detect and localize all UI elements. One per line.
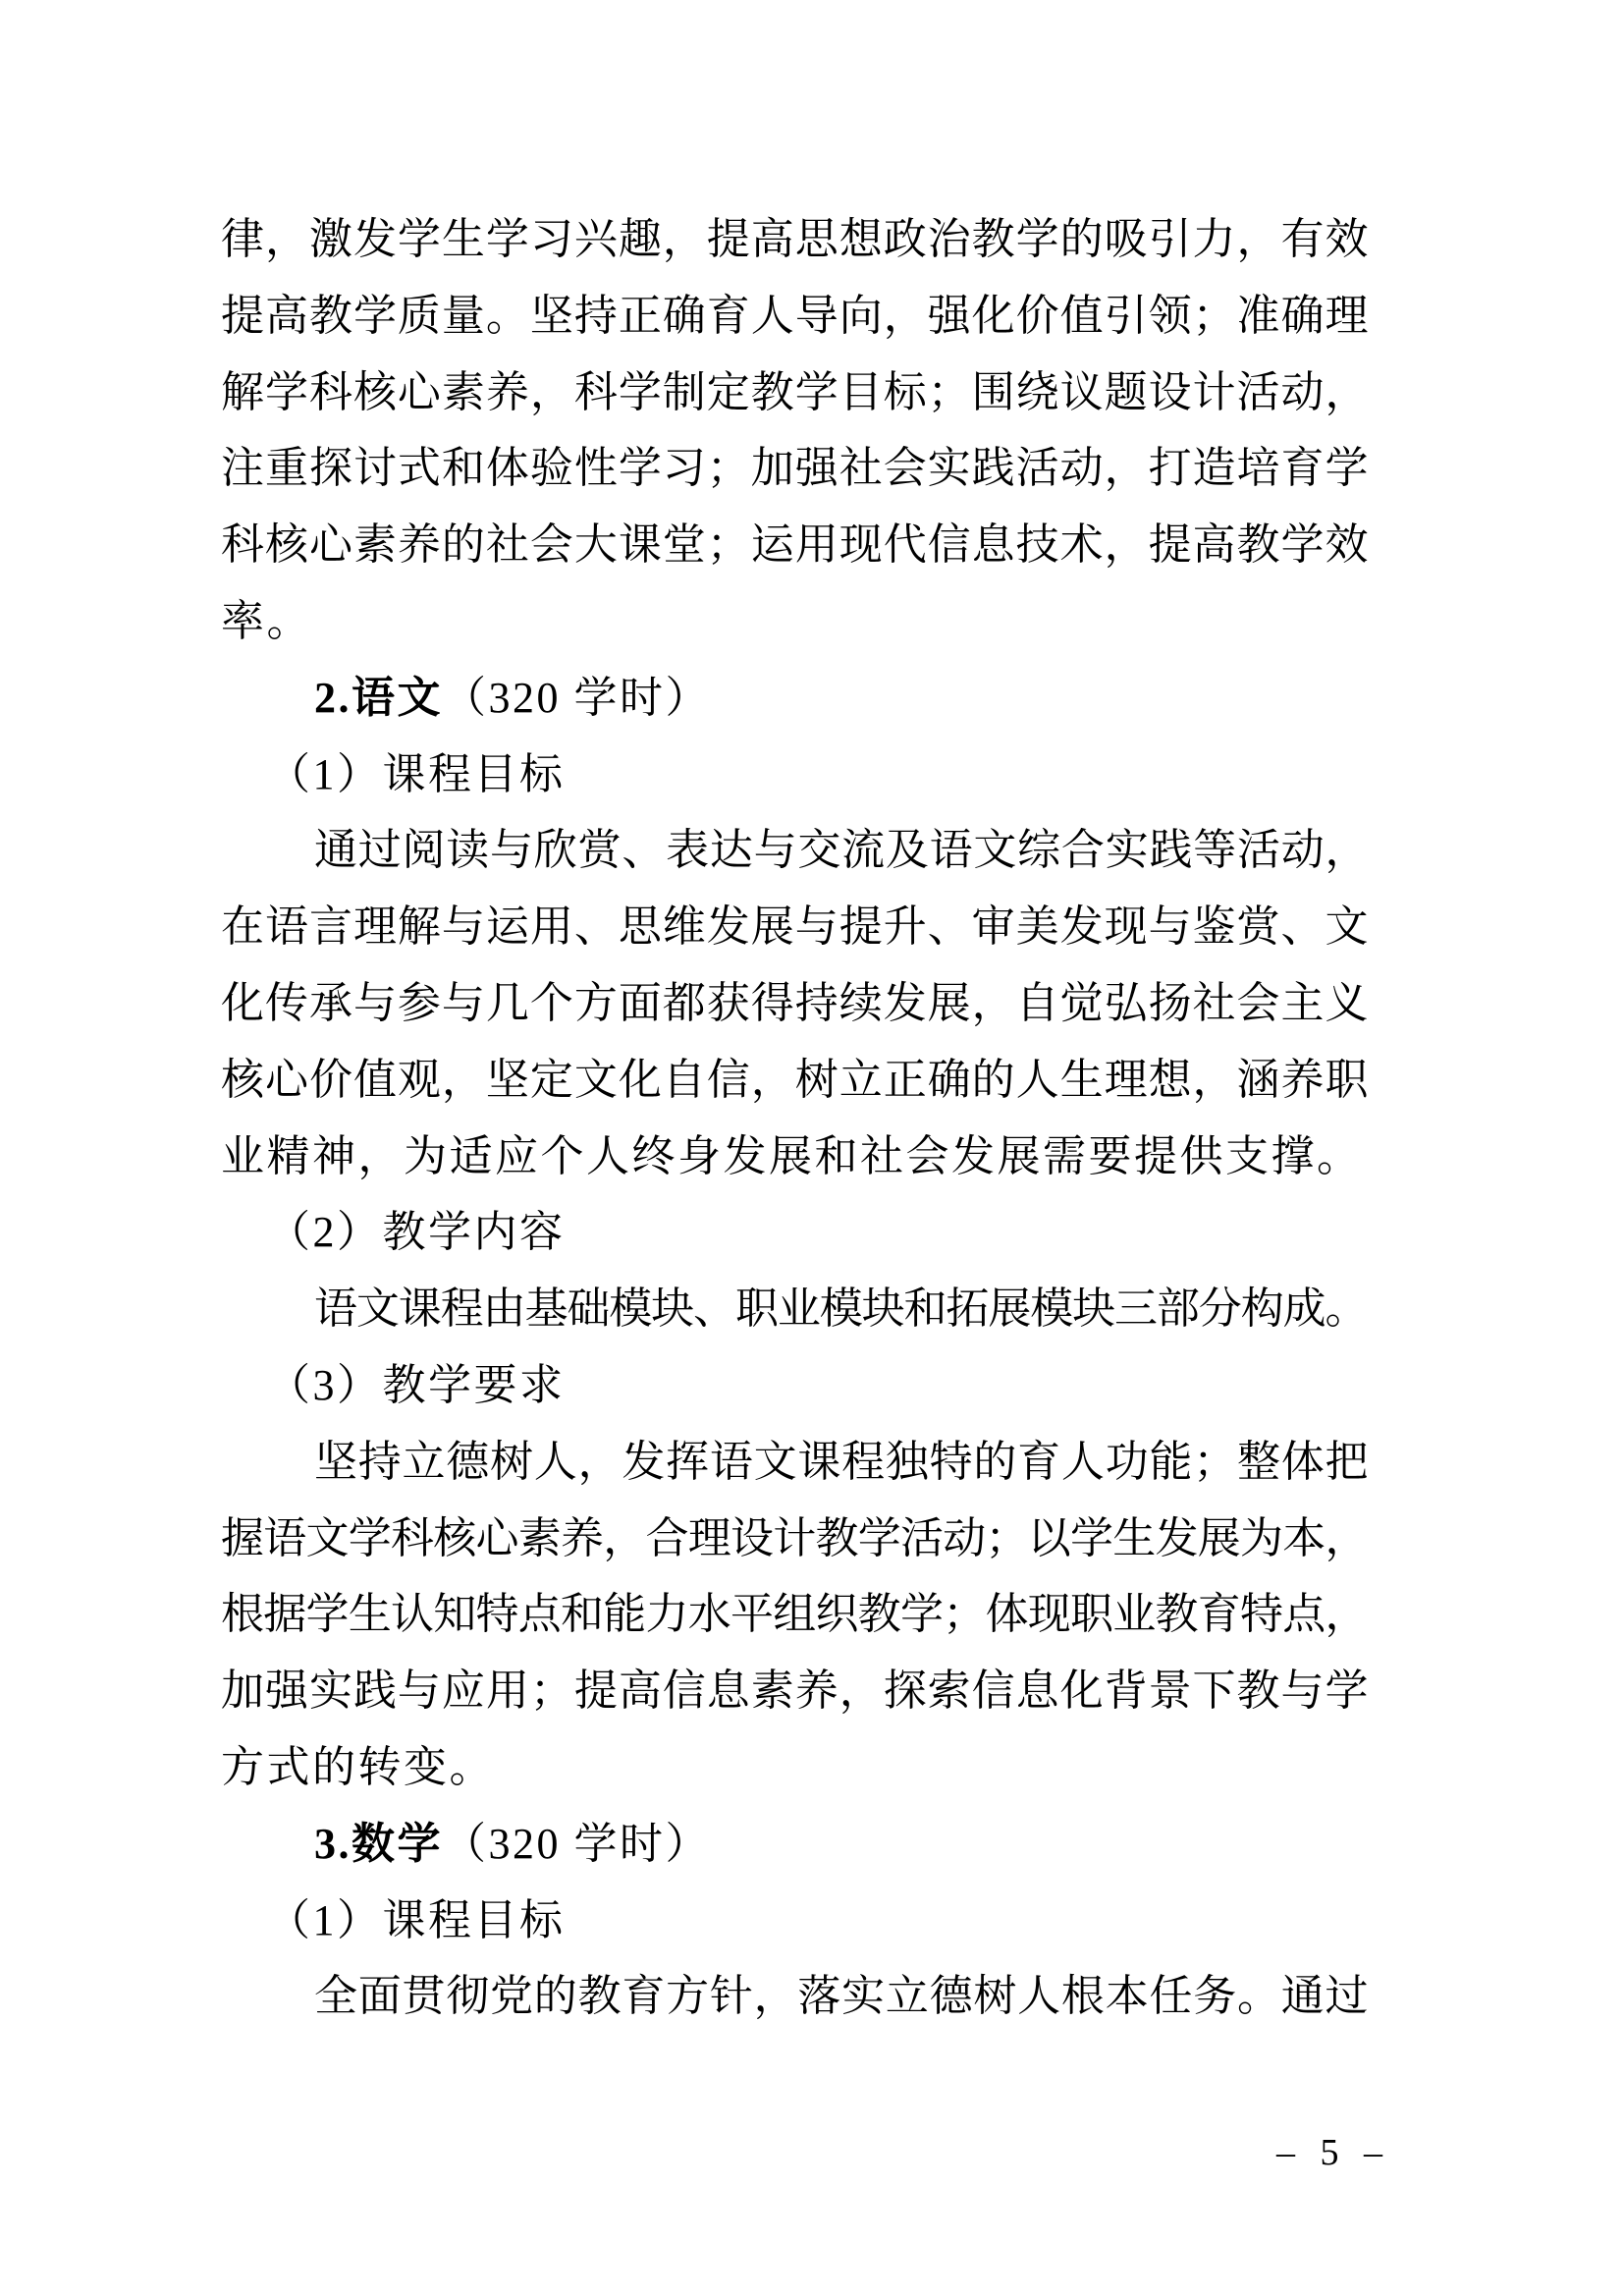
paragraph-line: 语文课程由基础模块、职业模块和拓展模块三部分构成。 <box>314 1285 1367 1334</box>
subsection-heading-course-objectives: （1）课程目标 <box>267 749 566 798</box>
paragraph-line: 在语言理解与运用、思维发展与提升、审美发现与鉴赏、文 <box>221 902 1367 952</box>
paragraph-line: 解学科核心素养，科学制定教学目标；围绕议题设计活动， <box>221 367 1367 416</box>
paragraph-line: 化传承与参与几个方面都获得持续发展，自觉弘扬社会主义 <box>221 978 1367 1027</box>
paragraph-line: 方式的转变。 <box>221 1742 495 1791</box>
paragraph-line: 律，激发学生学习兴趣，提高思想政治教学的吸引力，有效 <box>221 215 1367 263</box>
paragraph-line: 根据学生认知特点和能力水平组织教学；体现职业教育特点， <box>221 1590 1367 1639</box>
page-number: – 5 – <box>1276 2132 1390 2173</box>
section-number-title: 2.语文 <box>314 673 443 722</box>
paragraph-line: 坚持立德树人，发挥语文课程独特的育人功能；整体把 <box>314 1437 1367 1486</box>
section-hours: （320 学时） <box>443 673 711 722</box>
subsection-heading-teaching-content: （2）教学内容 <box>267 1208 566 1257</box>
paragraph-line: 全面贯彻党的教育方针，落实立德树人根本任务。通过 <box>314 1972 1367 2021</box>
subsection-heading-teaching-requirements: （3）教学要求 <box>267 1360 566 1409</box>
paragraph-line: 通过阅读与欣赏、表达与交流及语文综合实践等活动， <box>314 826 1367 875</box>
paragraph-line: 科核心素养的社会大课堂；运用现代信息技术，提高教学效 <box>221 520 1367 570</box>
section-heading-math <box>221 1806 1367 1883</box>
section-heading-chinese <box>221 660 1367 737</box>
paragraph-line: 业精神，为适应个人终身发展和社会发展需要提供支撑。 <box>221 1131 1363 1180</box>
paragraph-line: 率。 <box>221 596 312 645</box>
document-body <box>221 201 1367 2035</box>
paragraph-line: 握语文学科核心素养，合理设计教学活动；以学生发展为本， <box>221 1513 1367 1562</box>
paragraph-line: 核心价值观，坚定文化自信，树立正确的人生理想，涵养职 <box>221 1055 1367 1104</box>
paragraph-line: 注重探讨式和体验性学习；加强社会实践活动，打造培育学 <box>221 444 1367 493</box>
subsection-heading-course-objectives: （1）课程目标 <box>267 1895 566 1944</box>
section-hours: （320 学时） <box>443 1819 711 1868</box>
paragraph-line: 提高教学质量。坚持正确育人导向，强化价值引领；准确理 <box>221 291 1367 340</box>
section-number-title: 3.数学 <box>314 1819 443 1868</box>
paragraph-line: 加强实践与应用；提高信息素养，探索信息化背景下教与学 <box>221 1667 1367 1716</box>
